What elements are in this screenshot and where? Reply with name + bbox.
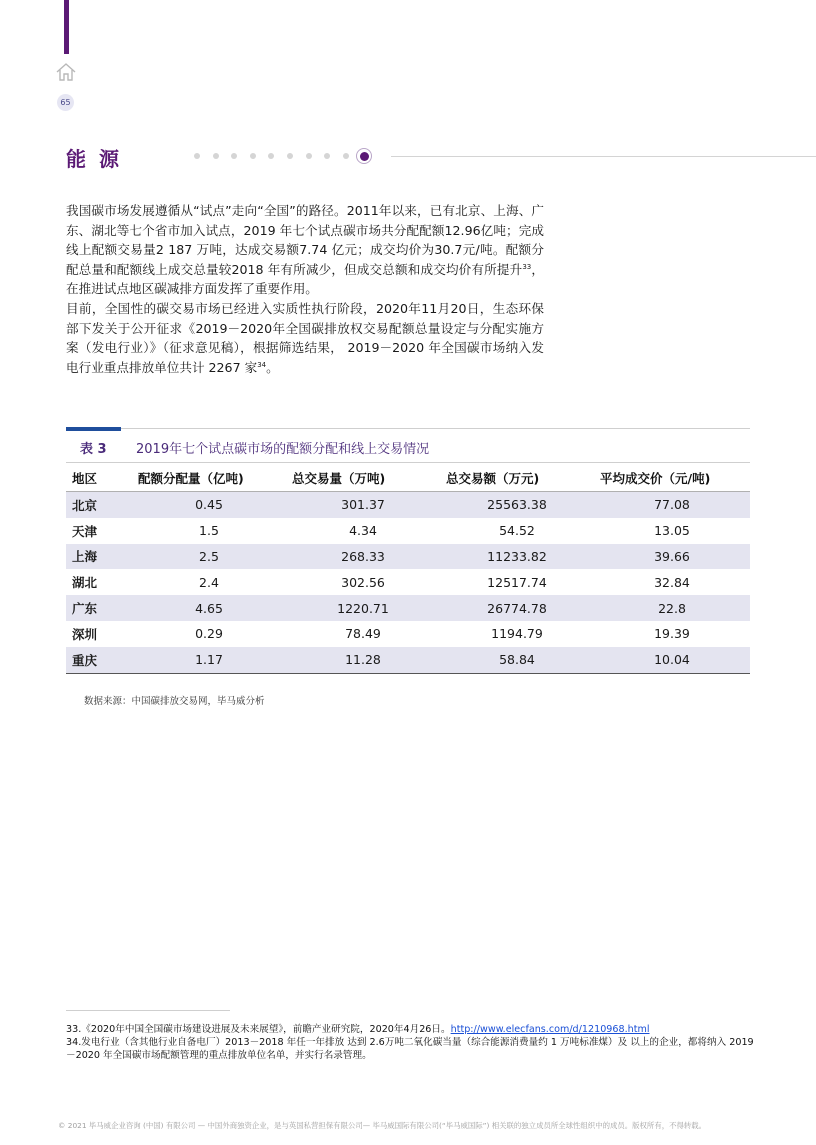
paragraph-1 xyxy=(66,201,544,299)
title-divider xyxy=(391,156,816,157)
footnotes xyxy=(66,1023,756,1063)
table-cell: 19.39 xyxy=(654,626,690,642)
table-cell: 重庆 xyxy=(66,647,132,673)
column-header: 地区 xyxy=(66,465,132,492)
table-cell: 12517.74 xyxy=(487,574,547,590)
home-icon[interactable] xyxy=(55,61,77,83)
table-cell: 2.5 xyxy=(132,544,286,570)
footnote-34: 34.发电行业（含其他行业自备电厂）2013－2018 年任一年排放 达到 2.6万吨二氧化碳当量（综合能源消费量约 1 万吨标准煤）及 以上的企业，都将纳入 2019－2020 年全国碳市场配额管理的重点排放单位名单，并实行名录管理。 xyxy=(66,1037,754,1062)
paragraph-1-text: 我国碳市场发展遵循从“试点”走向“全国”的路径。2011年以来，已有北京、上海、广东、湖北等七个省市加入试点，2019 年七个试点碳市场共分配配额12.96亿吨；完成线上配额交易量2 187 万吨，达成交易额7.74 亿元；成交均价为30.7元/吨。配额分配总量和配额线上成交总量较2018 年有所减少，但成交总额和成交均价有所提升 xyxy=(66,203,544,277)
table-row xyxy=(66,595,750,621)
progress-dot xyxy=(324,153,330,159)
progress-dot xyxy=(343,153,349,159)
table-cell: 深圳 xyxy=(72,626,98,642)
table-cell: 上海 xyxy=(66,544,132,570)
progress-dot-active xyxy=(356,148,372,164)
progress-dot xyxy=(268,153,274,159)
column-header: 总交易量（万吨) xyxy=(286,465,440,492)
paragraph-2-text: 目前，全国性的碳交易市场已经进入实质性执行阶段，2020年11月20日，生态环保部下发关于公开征求《2019－2020年全国碳排放权交易配额总量设定与分配实施方案（发电行业）》（征求意见稿），根据筛选结果， 2019－2020 年全国碳市场纳入发电行业重点排放单位共计 2267 家 xyxy=(66,300,544,375)
table-accent-bar xyxy=(66,427,121,431)
table-label: 表 3 xyxy=(80,442,107,457)
table-cell: 2.4 xyxy=(199,574,219,590)
progress-dot xyxy=(250,153,256,159)
section-progress-dots xyxy=(194,149,361,163)
page-number: 65 xyxy=(57,94,74,111)
table-cell: 1194.79 xyxy=(491,626,543,642)
table-cell: 广东 xyxy=(66,595,132,621)
footnote-ref-33[interactable]: 33 xyxy=(522,262,532,271)
table-caption: 2019年七个试点碳市场的配额分配和线上交易情况 xyxy=(136,442,430,457)
table-cell: 26774.78 xyxy=(440,595,594,621)
data-table xyxy=(66,465,750,674)
table-cell: 0.45 xyxy=(132,492,286,518)
table-cell: 22.8 xyxy=(594,595,750,621)
progress-dot xyxy=(287,153,293,159)
table-row xyxy=(66,518,750,544)
footnote-33 xyxy=(66,1023,756,1036)
table-cell: 25563.38 xyxy=(440,492,594,518)
table-row xyxy=(66,647,750,673)
table-cell: 302.56 xyxy=(341,574,385,590)
body-text xyxy=(66,201,544,377)
table-header-row xyxy=(66,465,750,492)
table-cell: 11233.82 xyxy=(440,544,594,570)
table-cell: 1220.71 xyxy=(286,595,440,621)
table-row xyxy=(66,569,750,595)
table-cell: 1.5 xyxy=(199,523,219,539)
table-cell: 天津 xyxy=(72,523,98,539)
table-cell: 301.37 xyxy=(286,492,440,518)
table-cell: 58.84 xyxy=(440,647,594,673)
table-top-rule xyxy=(66,428,750,429)
table-caption-rule xyxy=(66,462,750,463)
footnote-divider xyxy=(66,1010,230,1011)
table-row xyxy=(66,492,750,518)
table-cell: 10.04 xyxy=(594,647,750,673)
table-cell: 0.29 xyxy=(195,626,223,642)
paragraph-2-end: 。 xyxy=(266,359,279,375)
footnote-33-link[interactable]: http://www.elecfans.com/d/1210968.html xyxy=(450,1024,650,1035)
table-source: 数据来源：中国碳排放交易网，毕马威分析 xyxy=(84,696,265,707)
table-row xyxy=(66,621,750,647)
progress-dot xyxy=(213,153,219,159)
table-cell: 4.65 xyxy=(132,595,286,621)
column-header: 总交易额（万元) xyxy=(440,465,594,492)
table-cell: 77.08 xyxy=(594,492,750,518)
progress-dot xyxy=(194,153,200,159)
table-cell: 湖北 xyxy=(72,575,98,591)
table-cell: 78.49 xyxy=(345,626,381,642)
paragraph-2 xyxy=(66,299,544,377)
table-cell: 32.84 xyxy=(654,574,690,590)
column-header: 平均成交价（元/吨) xyxy=(594,465,750,492)
copyright-notice: © 2021 毕马威企业咨询 (中国) 有限公司 — 中国外商独资企业，是与英国私营担保有限公司— 毕马威国际有限公司(“毕马威国际”) 相关联的独立成员所全球性组织中的成员。版权所有，不得转载。 xyxy=(58,1121,707,1130)
section-title: 能 源 xyxy=(66,147,122,171)
table-cell: 4.34 xyxy=(349,523,377,539)
table-cell: 1.17 xyxy=(132,647,286,673)
progress-dot xyxy=(231,153,237,159)
header-accent-bar xyxy=(64,0,69,54)
table-cell: 11.28 xyxy=(286,647,440,673)
footnote-ref-34[interactable]: 34 xyxy=(257,360,267,369)
paragraph-1-end: ，在推进试点地区碳减排方面发挥了重要作用。 xyxy=(66,261,544,297)
progress-dot xyxy=(306,153,312,159)
column-header: 配额分配量（亿吨) xyxy=(132,465,286,492)
table-cell: 54.52 xyxy=(499,523,535,539)
footnote-33-text: 33.《2020年中国全国碳市场建设进展及未来展望》，前瞻产业研究院，2020年4月26日。 xyxy=(66,1024,451,1035)
table-cell: 268.33 xyxy=(286,544,440,570)
table-row xyxy=(66,544,750,570)
table-cell: 39.66 xyxy=(594,544,750,570)
table-cell: 13.05 xyxy=(654,523,690,539)
table-cell: 北京 xyxy=(66,492,132,518)
